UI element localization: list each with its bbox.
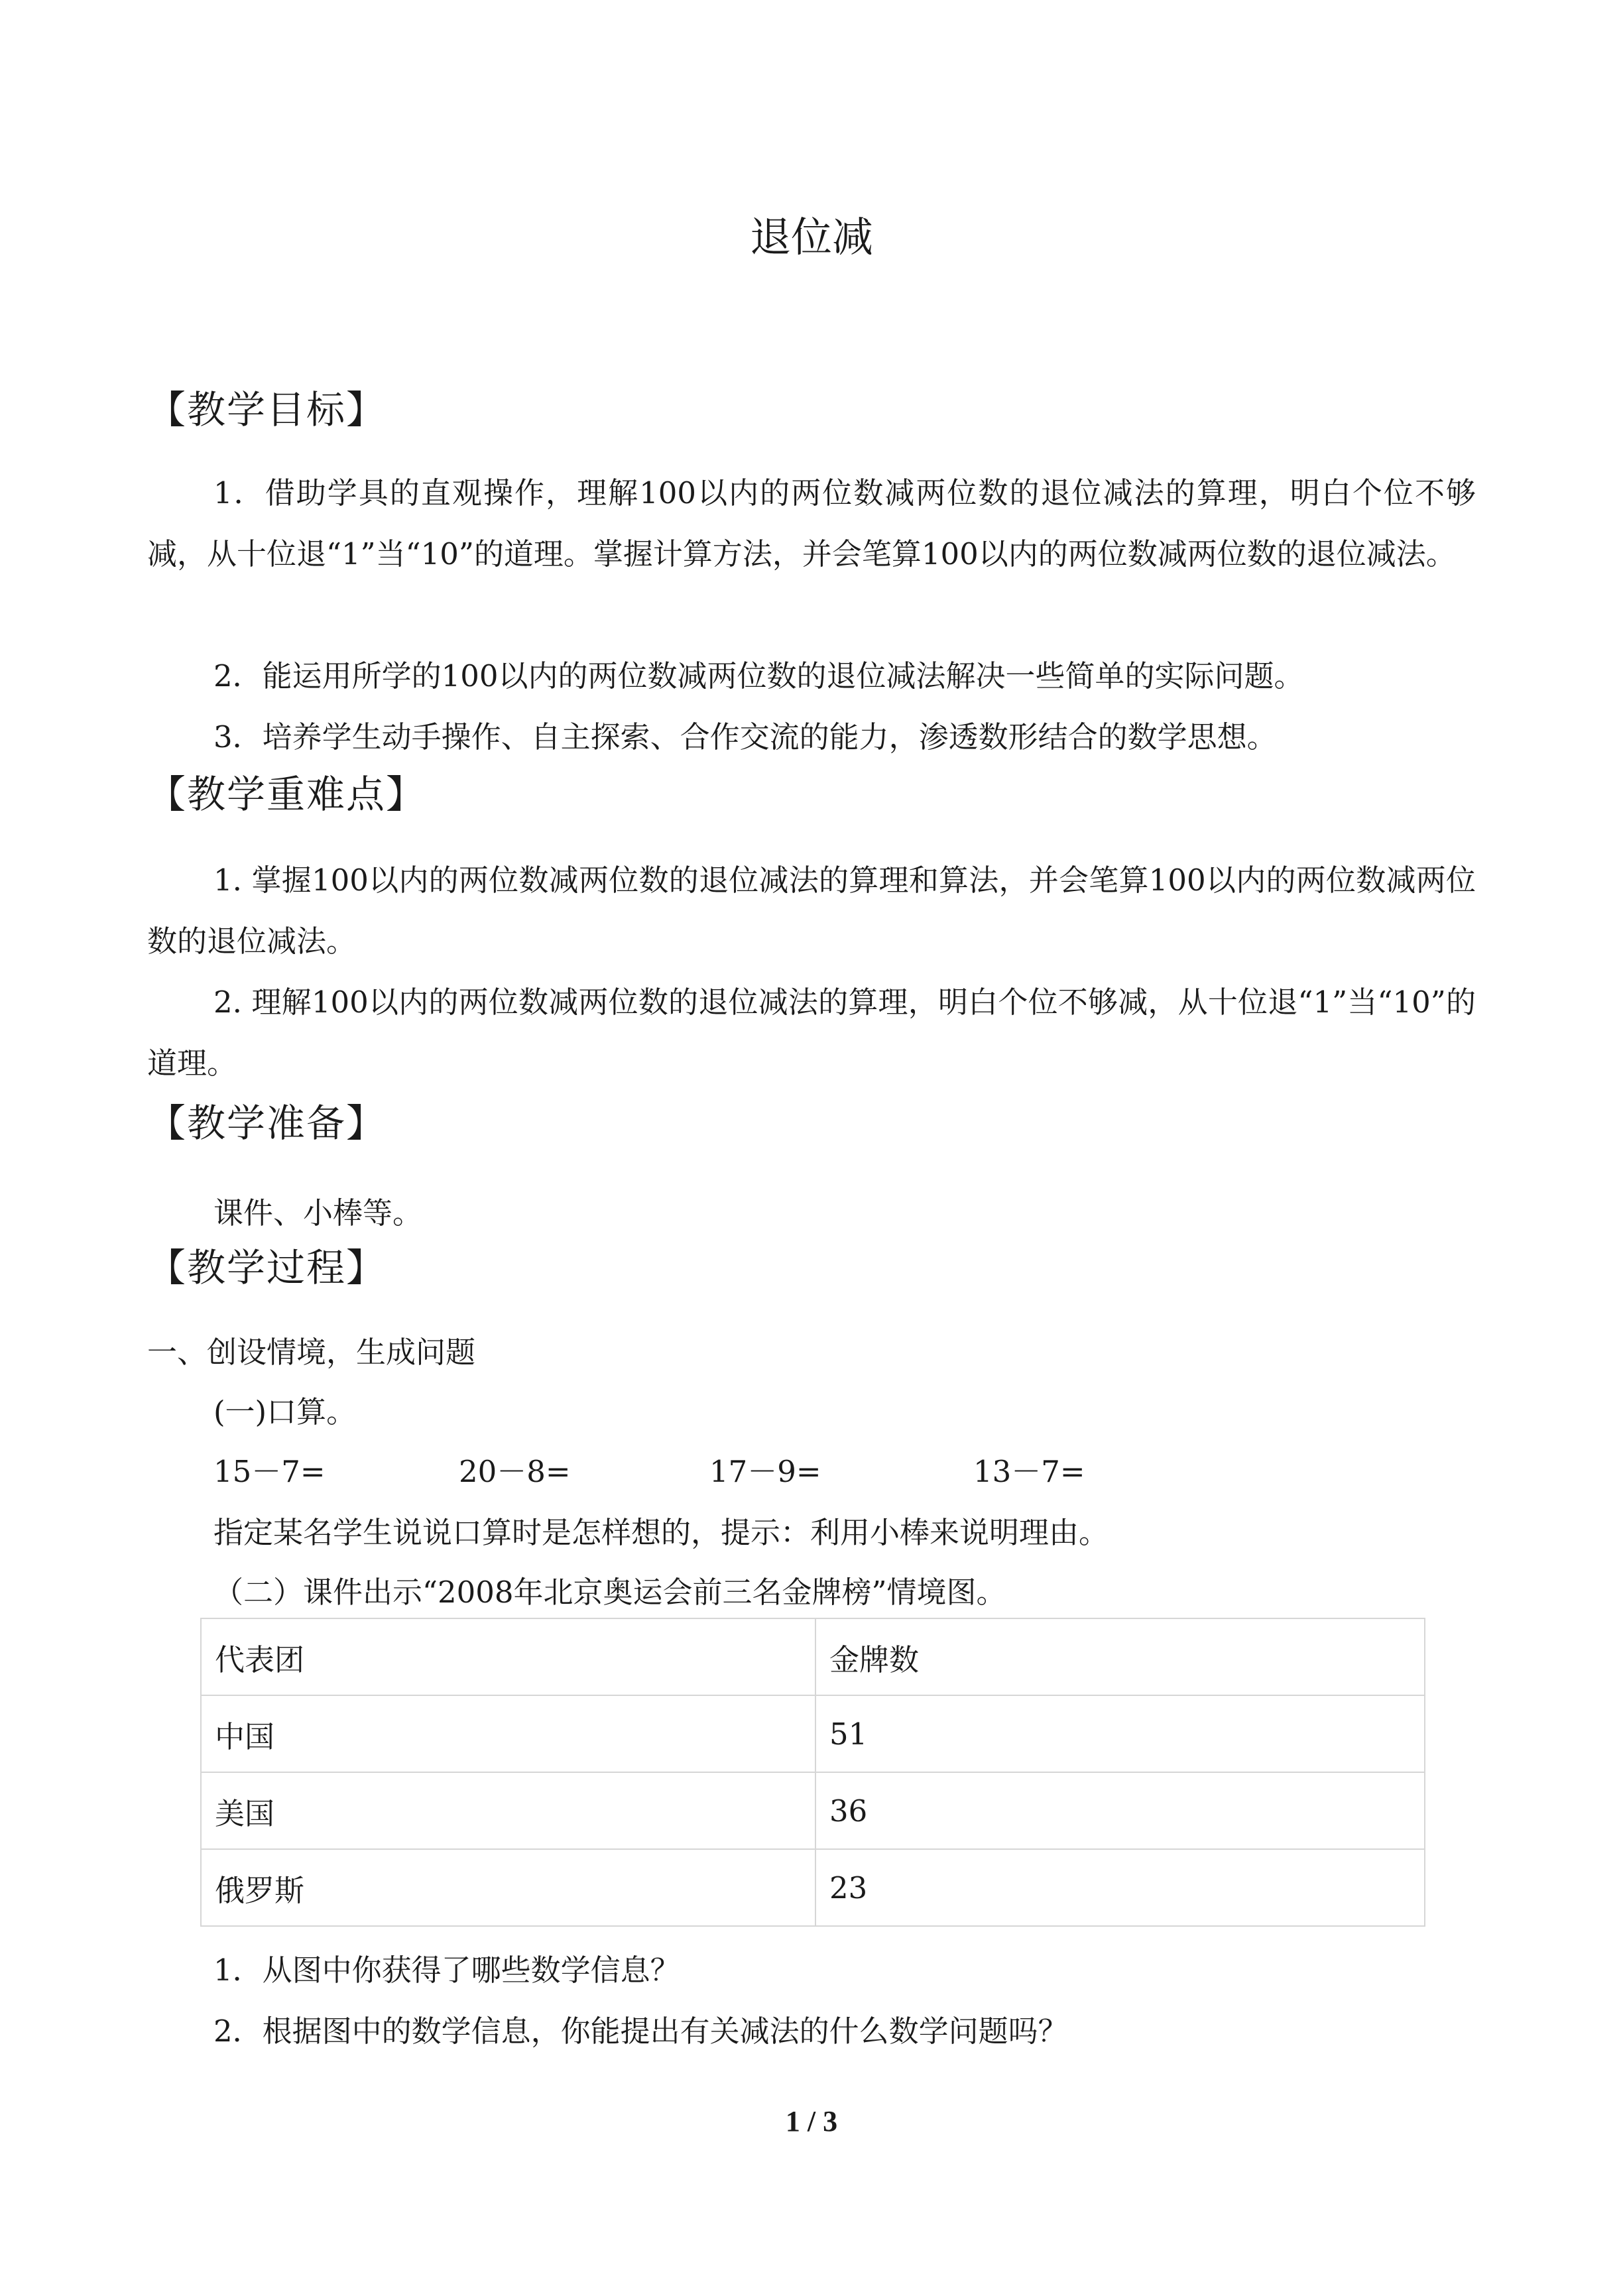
objective-item-1: 1．借助学具的直观操作，理解100以内的两位数减两位数的退位减法的算理，明白个位不够减，从十位退“1”当“10”的道理。掌握计算方法，并会笔算100以内的两位数减两位数的退位减法。 <box>147 475 1476 572</box>
oral-label: (一)口算。 <box>213 1394 357 1429</box>
key-point-item-1: 1. 掌握100以内的两位数减两位数的退位减法的算理和算法，并会笔算100以内的两位数减两位数的退位减法。 <box>147 863 1476 959</box>
preparation-text: 课件、小棒等。 <box>213 1195 423 1231</box>
question-1: 1．从图中你获得了哪些数学信息？ <box>213 1953 680 1988</box>
table-row <box>201 1849 1425 1926</box>
objective-item-2: 2．能运用所学的100以内的两位数减两位数的退位减法解决一些简单的实际问题。 <box>213 658 1304 694</box>
objectives-heading: 【教学目标】 <box>147 387 387 432</box>
oral-problem: 15－7= <box>213 1454 326 1489</box>
table-cell: 36 <box>815 1772 1425 1849</box>
table-header-cell: 金牌数 <box>815 1618 1425 1695</box>
oral-problem: 13－7= <box>973 1454 1085 1489</box>
question-2: 2．根据图中的数学信息，你能提出有关减法的什么数学问题吗？ <box>213 2014 1068 2049</box>
process-heading: 【教学过程】 <box>147 1245 387 1290</box>
oral-problem: 17－9= <box>709 1454 821 1489</box>
table-row <box>201 1695 1425 1772</box>
page-number: 1 / 3 <box>785 2105 838 2138</box>
oral-instruction: 指定某名学生说说口算时是怎样想的，提示：利用小棒来说明理由。 <box>213 1515 1109 1550</box>
key-points-heading: 【教学重难点】 <box>147 772 426 817</box>
key-point-item-2: 2. 理解100以内的两位数减两位数的退位减法的算理，明白个位不够减，从十位退“1”当“10”的道理。 <box>147 985 1476 1081</box>
table-row <box>201 1772 1425 1849</box>
table-cell: 俄罗斯 <box>201 1849 815 1926</box>
oral-problem: 20－8= <box>459 1454 571 1489</box>
slide-intro: （二）课件出示“2008年北京奥运会前三名金牌榜”情境图。 <box>213 1575 1006 1610</box>
table-cell: 美国 <box>201 1772 815 1849</box>
table-cell: 51 <box>815 1695 1425 1772</box>
page-title: 退位减 <box>749 213 873 261</box>
step1-title: 一、创设情境，生成问题 <box>147 1335 476 1370</box>
table-cell: 23 <box>815 1849 1425 1926</box>
objective-item-3: 3．培养学生动手操作、自主探索、合作交流的能力，渗透数形结合的数学思想。 <box>213 719 1277 755</box>
table-header-cell: 代表团 <box>201 1618 815 1695</box>
table-cell: 中国 <box>201 1695 815 1772</box>
table-header-row <box>201 1618 1425 1695</box>
preparation-heading: 【教学准备】 <box>147 1101 387 1146</box>
gold-medal-table <box>200 1618 1425 1927</box>
